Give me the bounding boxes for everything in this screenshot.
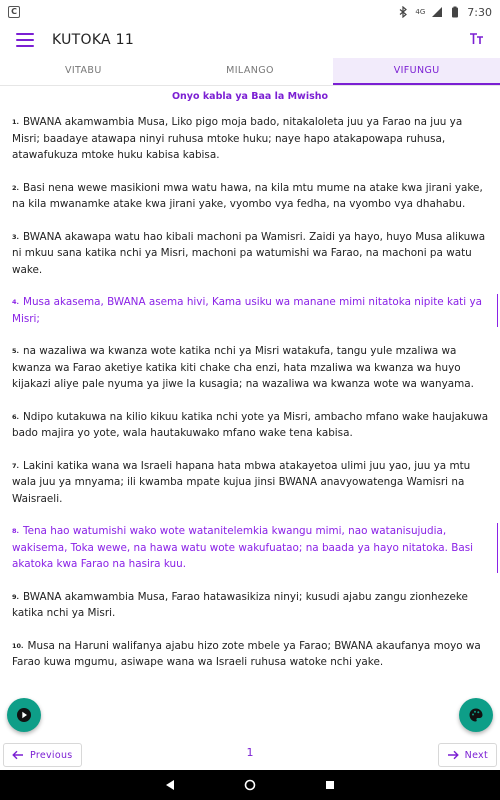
verse-number: 6. — [12, 412, 19, 421]
home-icon[interactable] — [241, 776, 259, 794]
back-icon[interactable] — [161, 776, 179, 794]
signal-type-label: 4G — [415, 8, 426, 16]
app-bar — [0, 24, 500, 56]
previous-button[interactable] — [3, 743, 82, 767]
tab-vitabu[interactable]: VITABU — [64, 65, 102, 76]
verse-number: 7. — [12, 461, 19, 470]
verse-text: Basi nena wewe masikioni mwa watu hawa, na kila mtu mume na atake kwa jirani yake, na kila mwanamke atake kwa jirani yake, vyombo vya fedha, na vyombo vya dhahabu. — [12, 181, 483, 210]
system-nav-bar — [0, 770, 500, 800]
verse-item[interactable] — [0, 409, 500, 442]
verse-text: BWANA akamwambia Musa, Farao hatawasikiza ninyi; kusudi ajabu zangu zionhezeke katika nchi ya Misri. — [12, 590, 468, 619]
previous-label: Previous — [30, 749, 73, 761]
page-title: KUTOKA 11 — [52, 32, 135, 48]
next-label: Next — [464, 749, 488, 761]
verse-number: 9. — [12, 592, 19, 601]
battery-icon — [449, 6, 461, 18]
app-notification-icon: C — [8, 6, 20, 18]
verse-text: na wazaliwa wa kwanza wote katika nchi ya Misri watakufa, tangu yule mzaliwa wa kwanza wa Farao aketiye katika kiti chake cha enzi, hata mzaliwa wa kwanza wa huyo kijakazi aliye pale nyuma ya jiwe la kusagia; na wazaliwa wa kwanza wote wa wanyama. — [12, 345, 474, 390]
verse-text: Ndipo kutakuwa na kilio kikuu katika nchi yote ya Misri, ambacho mfano wake haujakuwa bado majira yo yote, wala hautakuwako mfano wake tena kabisa. — [12, 410, 489, 439]
verse-item[interactable] — [0, 343, 500, 393]
signal-icon — [431, 6, 443, 18]
verse-text: Tena hao watumishi wako wote watanitelemkia kwangu mimi, nao watanisujudia, wakisema, Toka wewe, na hawa watu wote wakufuatao; na baada ya hayo nitatoka. Basi akatoka kwa Farao na hasira kuu. — [12, 525, 474, 570]
verse-item[interactable] — [0, 114, 500, 164]
play-icon — [16, 707, 32, 723]
verse-text: BWANA akawapa watu hao kibali machoni pa Wamisri. Zaidi ya hayo, huyo Musa alikuwa ni mkuu sana katika nchi ya Misri, machoni pa watumishi wa Farao, na machoni pa watu wake. — [12, 230, 486, 276]
verse-item[interactable] — [0, 229, 500, 279]
hamburger-menu-icon[interactable] — [16, 33, 34, 47]
verse-item-highlighted[interactable] — [0, 523, 500, 573]
verse-number: 2. — [12, 183, 19, 192]
verse-item[interactable] — [0, 180, 500, 213]
verse-item[interactable] — [0, 458, 500, 508]
palette-icon — [468, 707, 484, 723]
verse-number: 8. — [12, 527, 19, 535]
page-number: 1 — [246, 746, 254, 759]
pagination-bar — [0, 742, 500, 768]
theme-palette-button[interactable] — [459, 698, 493, 732]
clock: 7:30 — [467, 5, 492, 19]
verse-text: BWANA akamwambia Musa, Liko pigo moja bado, nitakaloleta juu ya Farao na juu ya Misri; baadaye atawapa ninyi ruhusa mtoke huku; naye hapo atakapowapa ruhusa, atawafukuza mtoke huku kabisa kabisa. — [12, 116, 463, 161]
arrow-left-icon — [12, 750, 24, 760]
verse-number: 10. — [12, 641, 24, 650]
verse-number: 3. — [12, 232, 19, 241]
chapter-heading: Onyo kabla ya Baa la Mwisho — [171, 91, 329, 102]
verse-item-highlighted[interactable] — [0, 294, 500, 327]
tab-milango[interactable]: MILANGO — [226, 65, 274, 76]
next-button[interactable] — [438, 743, 497, 767]
verse-item[interactable] — [0, 589, 500, 622]
verse-number: 5. — [12, 347, 19, 355]
tab-bar — [0, 58, 500, 86]
verse-number: 4. — [12, 298, 19, 306]
verse-text: Lakini katika wana wa Israeli hapana hata mbwa atakayetoa ulimi juu yao, juu ya mtu wala juu ya mnyama; ili kwamba mpate kujua jinsi BWANA anavyowatenga Wamisri na Waisraeli. — [12, 459, 471, 505]
tab-vifungu[interactable]: VIFUNGU — [333, 58, 500, 85]
verse-item[interactable] — [0, 638, 500, 671]
play-audio-button[interactable] — [7, 698, 41, 732]
verse-number: 1. — [12, 118, 19, 126]
verse-text: Musa akasema, BWANA asema hivi, Kama usiku wa manane mimi nitatoka nipite kati ya Misri; — [12, 296, 482, 325]
status-bar — [0, 0, 500, 24]
recents-icon[interactable] — [321, 776, 339, 794]
text-size-icon[interactable] — [466, 30, 486, 50]
verse-text: Musa na Haruni walifanya ajabu hizo zote mbele ya Farao; BWANA akaufanya moyo wa Farao kuwa mgumu, asiwape wana wa Israeli ruhusa watoke nchi yake. — [12, 639, 481, 668]
verse-list — [0, 114, 500, 687]
bluetooth-icon — [397, 6, 409, 18]
arrow-right-icon — [447, 750, 459, 760]
